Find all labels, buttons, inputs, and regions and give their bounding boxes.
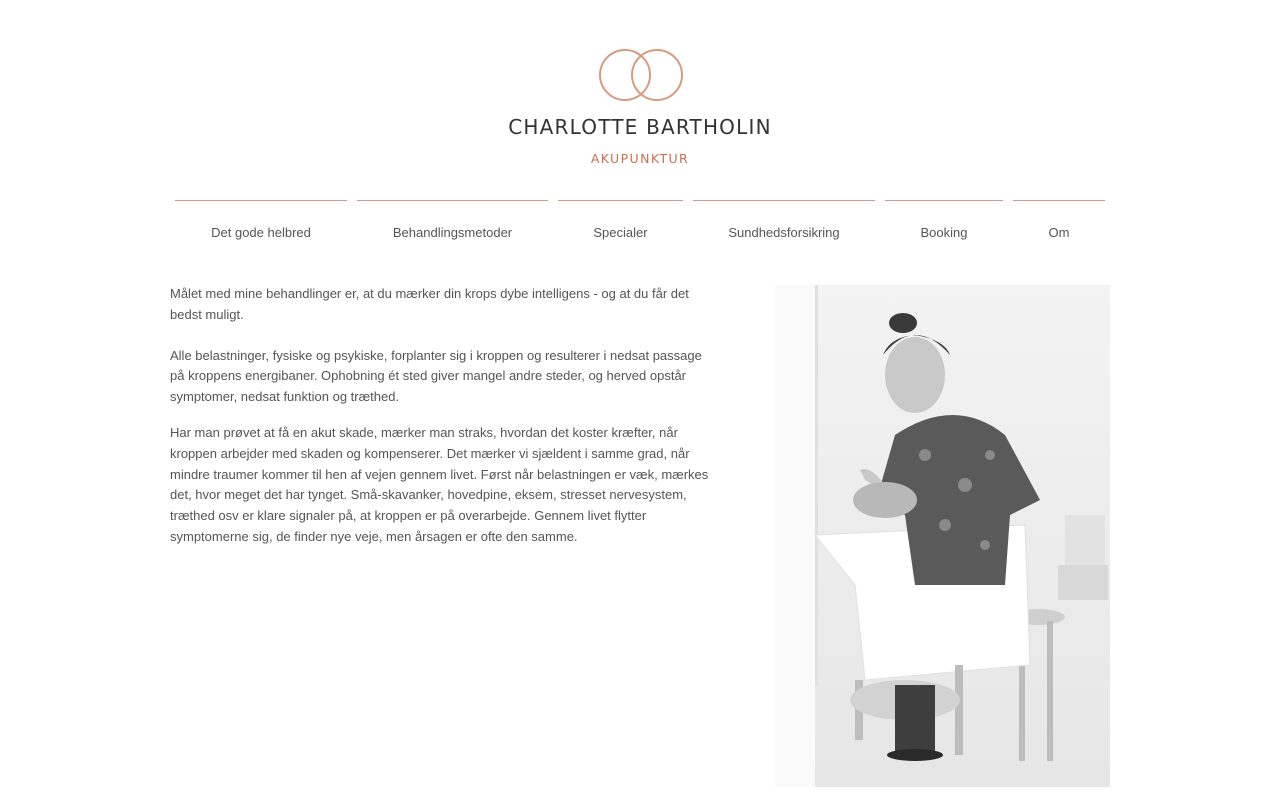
intro-text: [170, 284, 710, 548]
nav-item-label: Behandlingsmetoder: [392, 225, 513, 240]
nav-item-sundhedsforsikring[interactable]: [693, 200, 875, 247]
acupuncture-treatment-image: [775, 285, 1110, 787]
treatment-photo: [775, 285, 1110, 787]
nav-item-booking[interactable]: [885, 200, 1003, 247]
paragraph: Alle belastninger, fysiske og psykiske, forplanter sig i kroppen og resulterer i nedsat passage på kroppens energibaner. Ophobning ét sted giver mangel andre steder, og herved opstår symptomer, nedsat funktion og træthed.: [170, 347, 702, 405]
main-nav: [0, 200, 1280, 250]
interlocking-rings-icon: [598, 47, 684, 103]
nav-item-det-gode-helbred[interactable]: [175, 200, 347, 247]
nav-item-behandlingsmetoder[interactable]: [357, 200, 548, 247]
paragraph: Målet med mine behandlinger er, at du mærker din krops dybe intelligens - og at du får det bedst muligt.: [170, 286, 689, 322]
logo-name: CHARLOTTE BARTHOLIN: [508, 115, 772, 139]
paragraph: Har man prøvet at få en akut skade, mærker man straks, hvordan det koster kræfter, når kroppen arbejder med skaden og kompenserer. Det mærker vi sjældent i samme grad, når mindre traumer kommer til hen af vejen gennem livet. Først når belastningen er væk, mærkes det, hvor meget det har tynget. Små-skavanker, hovedpine, eksem, stresset nervesystem, træthed osv er klare signaler på, at kroppen er på overarbejde. Gennem livet flytter symptomerne sig, de finder nye veje, men årsagen er ofte den samme.: [170, 424, 709, 544]
nav-item-om[interactable]: [1013, 200, 1105, 247]
nav-item-label: Specialer: [593, 225, 648, 240]
nav-item-label: Sundhedsforsikring: [728, 225, 840, 240]
nav-item-label: Booking: [920, 225, 968, 240]
nav-item-label: Om: [1048, 225, 1070, 240]
nav-item-label: Det gode helbred: [211, 225, 311, 240]
nav-item-specialer[interactable]: [558, 200, 683, 247]
logo-subtitle: AKUPUNKTUR: [590, 151, 690, 166]
